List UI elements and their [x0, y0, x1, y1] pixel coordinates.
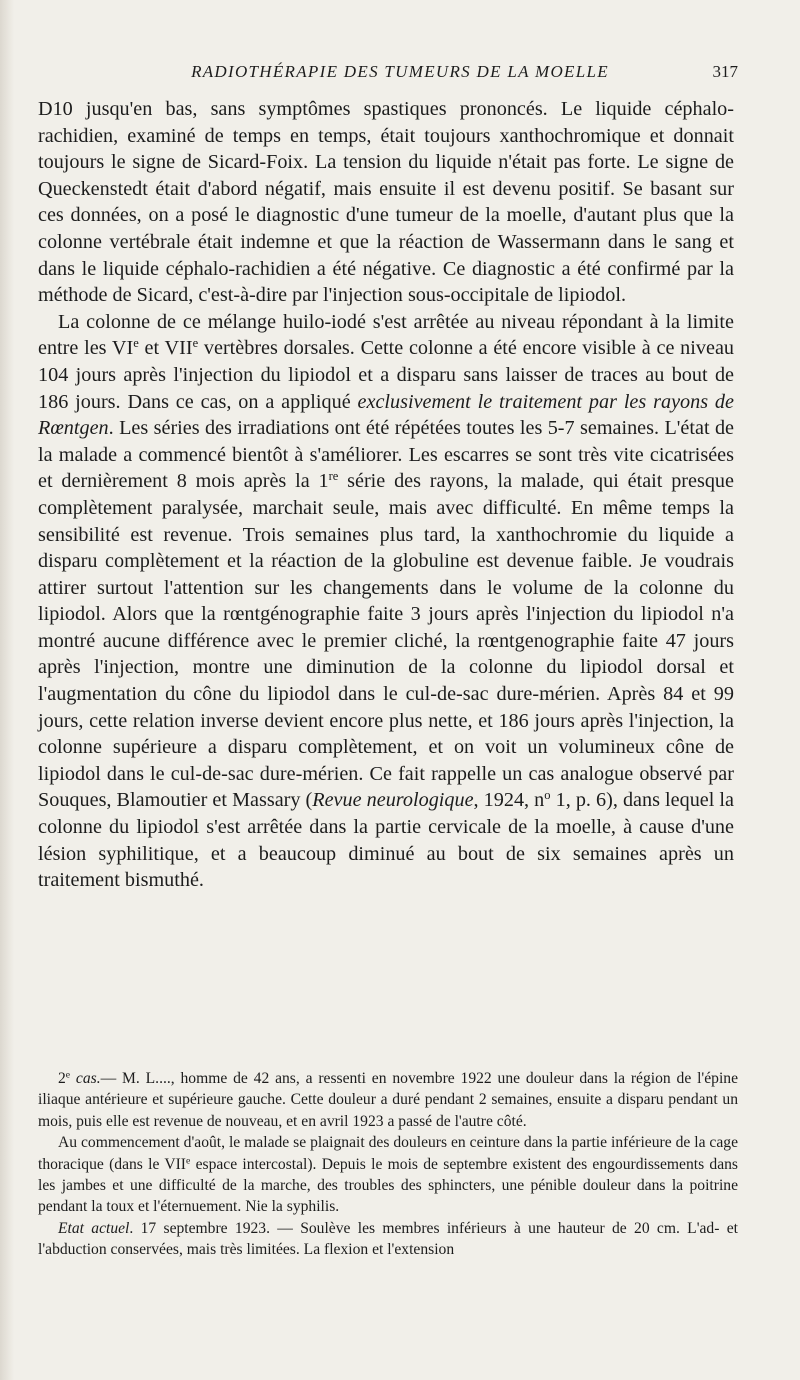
- note-history: [38, 1132, 738, 1218]
- case-number: 2: [58, 1070, 66, 1087]
- journal-title: Revue neurologique: [312, 789, 474, 812]
- note-text: — M. L...., homme de 42 ans, a ressenti en novembre 1922 une douleur dans la région de l'épine iliaque antérieure et supérieure gauche. Cette douleur a duré pendant 2 semaines, ensuite a disparu pendant un mois, puis elle est revenue de nouveau, et en avril 1923 a passé de l'autre côté.: [38, 1070, 738, 1130]
- text-run: et VII: [138, 337, 193, 360]
- emphasis: exclusivement le traitement par les rayons de Rœntgen: [38, 390, 734, 440]
- running-header: [62, 62, 738, 84]
- note-text: espace intercostal). Depuis le mois de septembre existent des engourdissements dans les jambes et une difficulté de la marche, des troubles des sphincters, une pénible douleur dans la poitrine pendant la toux et l'éternuement. Nie la syphilis.: [38, 1155, 739, 1216]
- case-label: cas.: [70, 1070, 101, 1087]
- text-run: vertèbres dorsales. Cette colonne a été encore visible à ce niveau 104 jours après l'injection du lipiodol et a disparu sans laisser de traces au bout de 186 jours. Dans ce cas, on a appliqué: [38, 337, 734, 413]
- note-text: Au commencement d'août, le malade se plaignait des douleurs en ceinture dans la partie inférieure de la cage thoracique (dans le VII: [38, 1134, 738, 1173]
- page-number: 317: [712, 62, 738, 81]
- superscript: e: [65, 1069, 71, 1081]
- text-run: série des rayons, la malade, qui était presque complètement paralysée, marchait seule, mais avec difficulté. En même temps la sensibilité est revenue. Trois semaines plus tard, la xanthochromie du liquide a disparu complètement et la réaction de la globuline est devenue faible. Je voudrais attirer surtout l'attention sur les changements dans le volume de la colonne du lipiodol. Alors que la rœntgénographie faite 3 jours après l'injection du lipiodol n'a montré aucune différence avec le premier cliché, la rœntgenographie faite 47 jours après l'injection, montre une diminution de la colonne du lipiodol dorsal et l'augmentation du cône du lipiodol dans le cul-de-sac dure-mérien. Après 84 et 99 jours, cette relation inverse devient encore plus nette, et 186 jours après l'injection, la colonne supérieure a disparu complètement, et on voit un volumineux cône de lipiodol dans le cul-de-sac dure-mérien. Ce fait rappelle un cas analogue observé par Souques, Blamoutier et Massary (: [38, 470, 734, 812]
- text-run: , 1924, n: [473, 789, 545, 812]
- superscript: e: [186, 1155, 191, 1167]
- text-run: La colonne de ce mélange huilo-iodé s'est arrêtée au niveau répondant à la limite entre les VI: [38, 310, 734, 360]
- note-text: . 17 septembre 1923. — Soulève les membres inférieurs à une hauteur de 20 cm. L'ad- et l'abduction conservées, mais très limitées. La flexion et l'extension: [38, 1219, 738, 1259]
- paragraph-1: D10 jusqu'en bas, sans symptômes spastiques prononcés. Le liquide céphalo-rachidien, examiné de temps en temps, était toujours xanthochromique et donnait toujours le signe de Sicard-Foix. La tension du liquide n'était pas forte. Le signe de Queckenstedt était d'abord négatif, mais ensuite il est devenu positif. Se basant sur ces données, on a posé le diagnostic d'une tumeur de la moelle, d'autant plus que la colonne vertébrale était indemne et que la réaction de Wassermann dans le sang et dans le liquide céphalo-rachidien a été négative. Ce diagnostic a été confirmé par la méthode de Sicard, c'est-à-dire par l'injection sous-occipitale de lipiodol.: [38, 98, 734, 307]
- case-notes: [38, 1068, 738, 1261]
- page-edge-shadow: [0, 0, 14, 1380]
- running-title: RADIOTHÉRAPIE DES TUMEURS DE LA MOELLE: [191, 62, 609, 81]
- text-run: 1, p. 6), dans lequel la colonne du lipiodol s'est arrêtée dans la partie cervicale de la moelle, à cause d'une lésion syphilitique, et a beaucoup diminué au bout de six semaines après un traitement bismuthé.: [38, 789, 734, 892]
- main-text: [38, 96, 734, 894]
- superscript: e: [133, 336, 139, 351]
- superscript: e: [192, 336, 199, 351]
- superscript: o: [544, 788, 551, 803]
- note-current-state: [38, 1218, 738, 1261]
- paragraph-2: [38, 309, 734, 894]
- superscript: re: [328, 469, 339, 484]
- text-run: . Les séries des irradiations ont été répétées toutes les 5-7 semaines. L'état de la malade a commencé bientôt à s'améliorer. Les escarres se sont très vite cicatrisées et dernièrement 8 mois après la 1: [38, 417, 734, 493]
- state-label: Etat actuel: [58, 1219, 130, 1237]
- note-case-2: [38, 1068, 738, 1132]
